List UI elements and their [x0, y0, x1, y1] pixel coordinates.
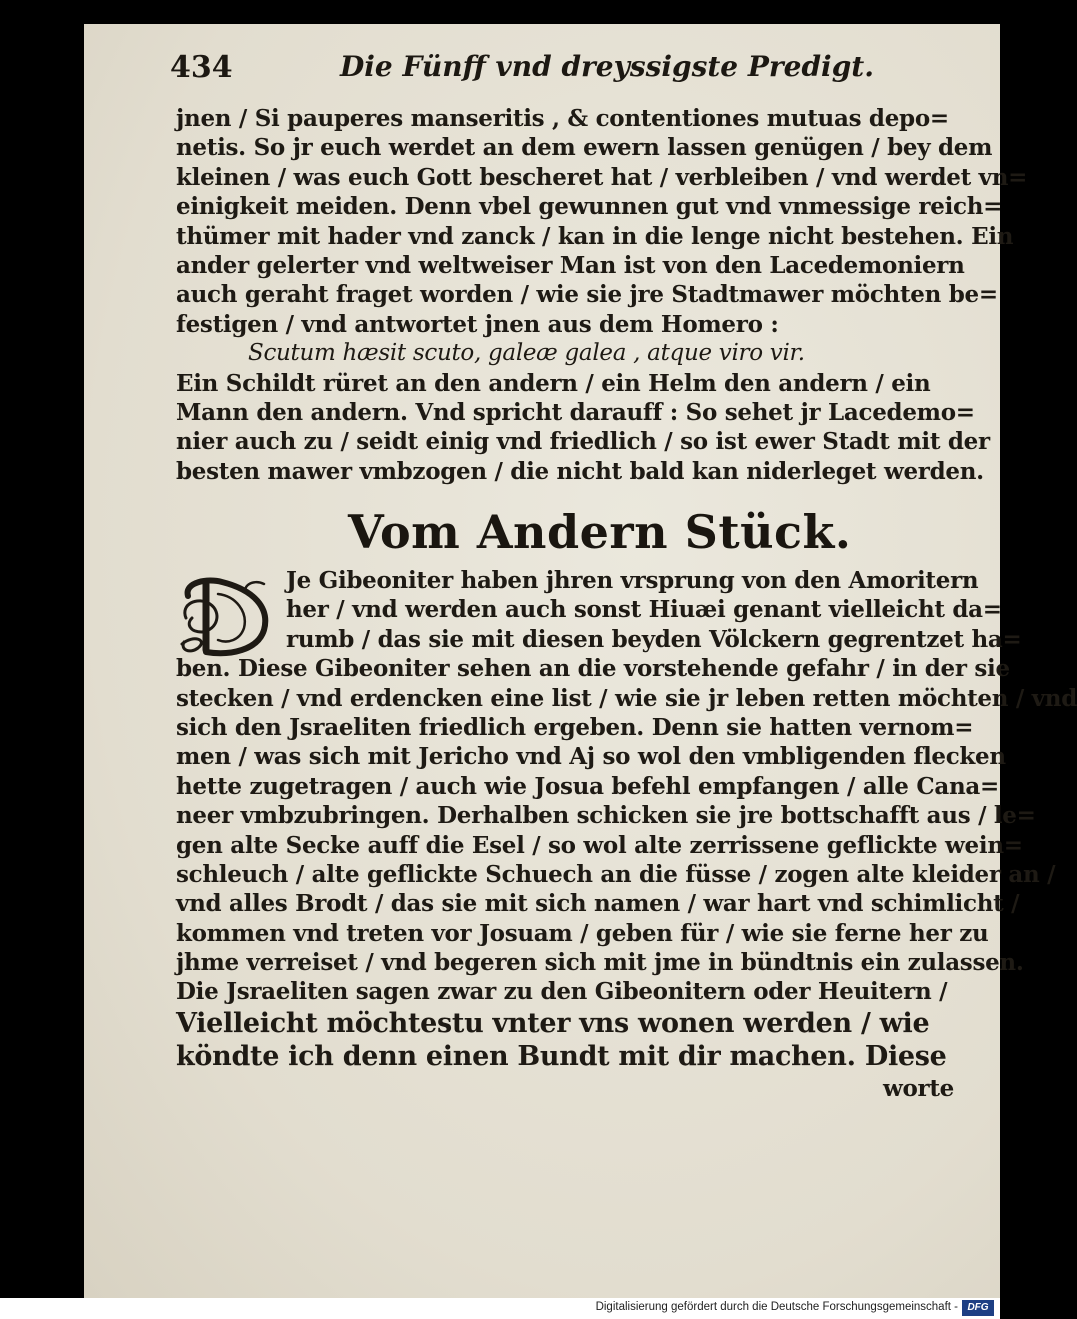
text-line: her / vnd werden auch sonst Hiuæi genant vielleicht da=	[286, 596, 1002, 624]
text-line: Je Gibeoniter haben jhren vrsprung von den Amoritern	[286, 567, 979, 594]
running-title: Die Fünff vnd dreyssigste Predigt.	[340, 50, 874, 83]
text-line: men / was sich mit Jericho vnd Aj so wol den vmbligenden flecken	[176, 743, 1006, 771]
text-line: schleuch / alte geflickte Schuech an die füsse / zogen alte kleider an /	[176, 860, 1056, 888]
text-line: jnen / Si pauperes manseritis , & contentiones mutuas depo=	[176, 105, 949, 132]
text-line: nier auch zu / seidt einig vnd friedlich / so ist ewer Stadt mit der	[176, 428, 990, 456]
text-line: sich den Jsraeliten friedlich ergeben. Denn sie hatten vernom=	[176, 713, 974, 741]
text-line: rumb / das sie mit diesen beyden Völckern gegrentzet ha=	[286, 625, 1022, 653]
text-line: einigkeit meiden. Denn vbel gewunnen gut vnd vnmessige reich=	[176, 193, 1003, 221]
footer-bar	[0, 1298, 1000, 1319]
catchword: worte	[882, 1075, 954, 1103]
text-line: kleinen / was euch Gott bescheret hat / verbleiben / vnd werdet vn=	[176, 163, 1028, 191]
section-title: Vom Andern Stück.	[348, 505, 852, 559]
funding-credit: Digitalisierung gefördert durch die Deutsche Forschungsgemeinschaft -	[595, 1301, 958, 1313]
page-header	[170, 44, 874, 90]
paragraph-1	[176, 104, 1028, 486]
text-line: hette zugetragen / auch wie Josua befehl empfangen / alle Cana=	[176, 772, 999, 800]
text-line: Mann den andern. Vnd spricht darauff : So sehet jr Lacedemo=	[176, 398, 975, 426]
text-line: vnd alles Brodt / das sie mit sich namen / war hart vnd schimlicht /	[176, 890, 1020, 918]
text-line: auch geraht fraget worden / wie sie jre Stadtmawer möchten be=	[176, 281, 998, 309]
latin-verse: Scutum hæsit scuto, galeæ galea , atque viro vir.	[248, 340, 805, 367]
text-line: netis. So jr euch werdet an dem ewern lassen genügen / bey dem	[176, 134, 993, 162]
text-line-large: Vielleicht möchtestu vnter vns wonen werden / wie	[176, 1007, 930, 1039]
text-line: stecken / vnd erdencken eine list / wie sie jr leben retten möchten / vnd	[176, 684, 1077, 712]
text-line: ben. Diese Gibeoniter sehen an die vorstehende gefahr / in der sie	[176, 655, 1010, 683]
text-line: Ein Schildt rüret an den andern / ein Helm den andern / ein	[176, 369, 931, 397]
text-line: festigen / vnd antwortet jnen aus dem Homero :	[176, 310, 779, 338]
text-line: besten mawer vmbzogen / die nicht bald kan niderleget werden.	[176, 457, 984, 485]
dfg-logo: DFG	[962, 1300, 994, 1316]
paragraph-2	[176, 566, 1077, 1103]
text-line: kommen vnd treten vor Josuam / geben für / wie sie ferne her zu	[176, 919, 989, 947]
text-line: thümer mit hader vnd zanck / kan in die lenge nicht bestehen. Ein	[176, 222, 1014, 250]
text-line: neer vmbzubringen. Derhalben schicken sie jre bottschafft aus / le=	[176, 802, 1036, 830]
text-line-large: köndte ich denn einen Bundt mit dir machen. Diese	[176, 1041, 947, 1073]
text-line: gen alte Secke auff die Esel / so wol alte zerrissene geflickte wein=	[176, 831, 1023, 859]
page-number: 434	[170, 50, 233, 85]
text-line: Die Jsraeliten sagen zwar zu den Gibeonitern oder Heuitern /	[176, 978, 948, 1006]
text-line: ander gelerter vnd weltweiser Man ist von den Lacedemoniern	[176, 251, 965, 279]
text-line: jhme verreiset / vnd begeren sich mit jme in bündtnis ein zulassen.	[176, 949, 1024, 977]
